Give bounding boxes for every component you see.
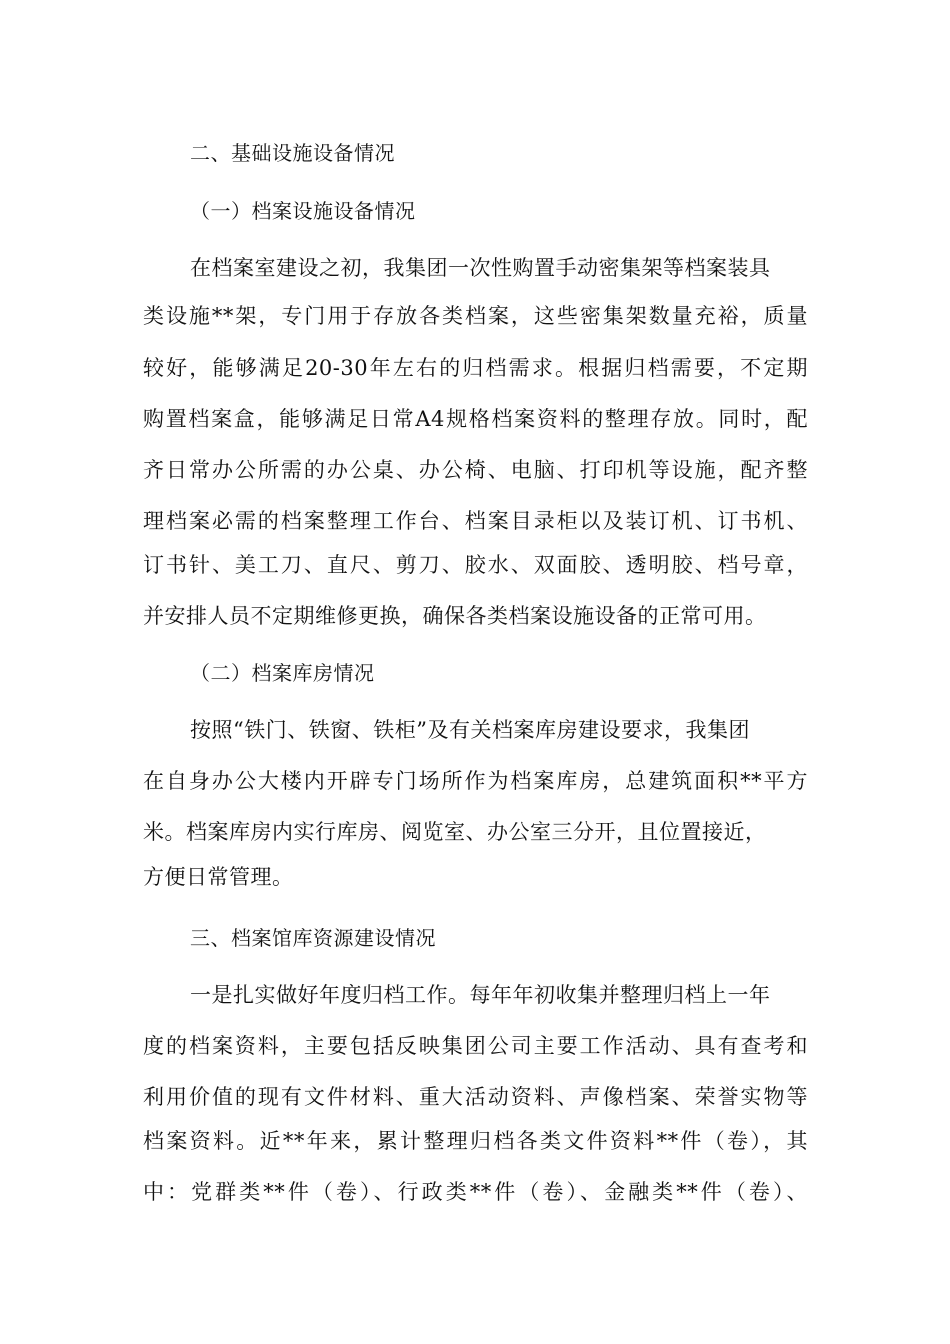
- paragraph-line: 较好，能够满足20-30年左右的归档需求。根据归档需要，不定期: [143, 356, 808, 380]
- paragraph-line: 类设施**架，专门用于存放各类档案，这些密集架数量充裕，质量: [143, 304, 808, 328]
- section-heading: 二、基础设施设备情况: [190, 141, 395, 165]
- paragraph-line: 订书针、美工刀、直尺、剪刀、胶水、双面胶、透明胶、档号章，: [143, 553, 808, 577]
- paragraph-line: 一是扎实做好年度归档工作。每年年初收集并整理归档上一年: [190, 983, 771, 1007]
- paragraph-line: 在自身办公大楼内开辟专门场所作为档案库房，总建筑面积**平方: [143, 769, 808, 793]
- section-heading: 三、档案馆库资源建设情况: [190, 926, 436, 950]
- paragraph-line: 理档案必需的档案整理工作台、档案目录柜以及装订机、订书机、: [143, 509, 808, 533]
- paragraph-line: 中：党群类**件（卷）、行政类**件（卷）、金融类**件（卷）、: [143, 1180, 808, 1204]
- paragraph-line: 米。档案库房内实行库房、阅览室、办公室三分开，且位置接近，: [143, 820, 767, 844]
- paragraph-line: 并安排人员不定期维修更换，确保各类档案设施设备的正常可用。: [143, 604, 767, 628]
- paragraph-line: 档案资料。近**年来，累计整理归档各类文件资料**件（卷），其: [143, 1129, 808, 1153]
- paragraph-line: 在档案室建设之初，我集团一次性购置手动密集架等档案装具: [190, 256, 771, 280]
- subsection-heading: （二）档案库房情况: [190, 661, 375, 685]
- paragraph-line: 按照“铁门、铁窗、铁柜”及有关档案库房建设要求，我集团: [190, 718, 750, 742]
- paragraph-line: 齐日常办公所需的办公桌、办公椅、电脑、打印机等设施，配齐整: [143, 458, 808, 482]
- subsection-heading: （一）档案设施设备情况: [190, 199, 416, 223]
- paragraph-line: 利用价值的现有文件材料、重大活动资料、声像档案、荣誉实物等: [143, 1085, 808, 1109]
- paragraph-line: 方便日常管理。: [143, 865, 294, 889]
- paragraph-line: 购置档案盒，能够满足日常A4规格档案资料的整理存放。同时，配: [143, 407, 808, 431]
- paragraph-line: 度的档案资料，主要包括反映集团公司主要工作活动、具有查考和: [143, 1034, 808, 1058]
